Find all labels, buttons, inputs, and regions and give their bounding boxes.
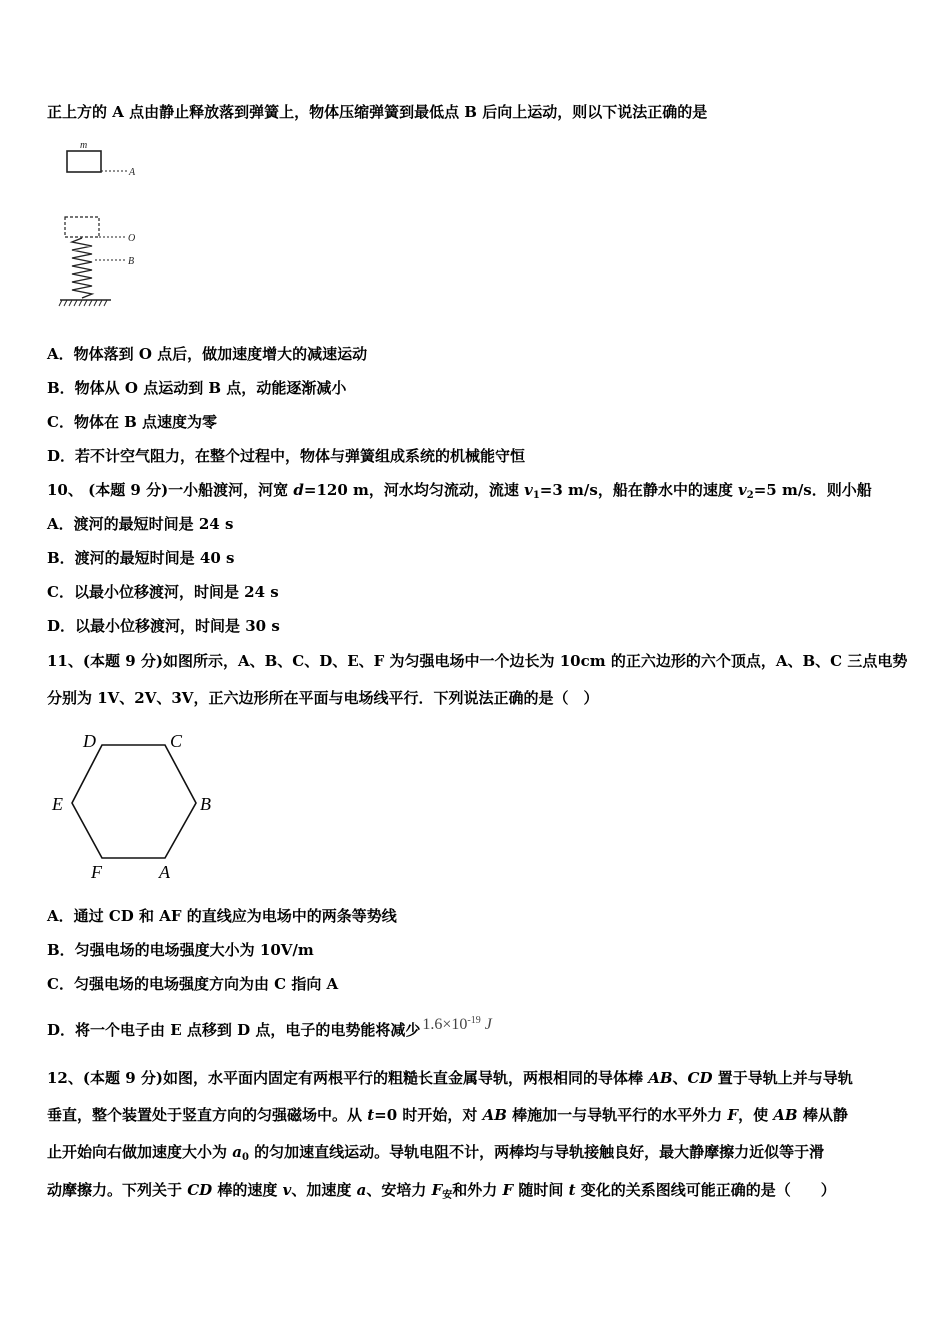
q9-option-a: A．物体落到 O 点后，做加速度增大的减速运动: [47, 345, 368, 363]
energy-unit: J: [484, 1016, 492, 1033]
vertex-a-label: A: [159, 862, 170, 882]
q10-stem-part: =3 m/s，船在静水中的速度: [539, 481, 739, 499]
q11-option-c: C．匀强电场的电场强度方向为由 C 指向 A: [47, 975, 339, 993]
q12-var-cd: CD: [187, 1181, 213, 1199]
q12-stem-line2: [47, 1105, 910, 1125]
hexagon-outline: [72, 745, 196, 858]
q11-option-d-text: D．将一个电子由 E 点移到 D 点，电子的电势能将减少: [47, 1021, 421, 1039]
q10-option-c: C．以最小位移渡河，时间是 24 s: [47, 583, 279, 601]
q9-stem: 正上方的 A 点由静止释放落到弹簧上，物体压缩弹簧到最低点 B 后向上运动，则以下说法正确的是: [47, 103, 708, 121]
q10-option-a: A．渡河的最短时间是 24 s: [47, 515, 234, 533]
hexagon-figure: [45, 725, 225, 885]
q12-text: =0 时开始，对: [374, 1106, 483, 1124]
q10-stem-part: =120 m，河水均匀流动，流速: [303, 481, 525, 499]
vertex-b-label: B: [200, 794, 211, 814]
q12-var-ab: AB: [773, 1106, 798, 1124]
q10-stem-part: 10、 (本题 9 分)一小船渡河，河宽: [47, 481, 294, 499]
q10-option-d: D．以最小位移渡河，时间是 30 s: [47, 617, 280, 635]
q12-text: 置于导轨上并与导轨: [712, 1069, 853, 1087]
q12-var-f: F: [727, 1106, 739, 1124]
q12-text: 止开始向右做加速度大小为: [47, 1143, 233, 1161]
q12-var-f: F: [431, 1181, 443, 1199]
vertex-f-label: F: [91, 862, 102, 882]
spring-diagram: [55, 140, 155, 312]
q12-text: 棒的速度: [212, 1181, 283, 1199]
q12-text: 的匀加速直线运动。导轨电阻不计，两棒均与导轨接触良好，最大静摩擦力近似等于滑: [248, 1143, 825, 1161]
q12-var-a0: a: [232, 1143, 242, 1161]
hexagon-diagram: [45, 725, 225, 885]
q12-var-ab: AB: [482, 1106, 507, 1124]
ground-hatch: [59, 300, 107, 306]
q12-var-v: v: [282, 1181, 292, 1199]
q11-option-a: A．通过 CD 和 AF 的直线应为电场中的两条等势线: [47, 907, 397, 925]
q12-text: 棒施加一与导轨平行的水平外力: [506, 1106, 728, 1124]
q12-text: 垂直，整个装置处于竖直方向的匀强磁场中。从: [47, 1106, 368, 1124]
q11-option-d: [47, 1015, 910, 1041]
q9-option-c: C．物体在 B 点速度为零: [47, 413, 218, 431]
q10-option-b: B．渡河的最短时间是 40 s: [47, 549, 235, 567]
q12-text: 动摩擦力。下列关于: [47, 1181, 188, 1199]
energy-expression: [422, 1016, 491, 1033]
b-label: B: [128, 256, 135, 267]
q12-var-f: F: [502, 1181, 514, 1199]
q12-var-cd: CD: [687, 1069, 713, 1087]
q11-stem-line1: 11、(本题 9 分)如图所示，A、B、C、D、E、F 为匀强电场中一个边长为 10cm 的正六边形的六个顶点，A、B、C 三点电势: [47, 652, 908, 670]
o-label: O: [128, 233, 136, 244]
q12-var-a: a: [356, 1181, 367, 1199]
q12-var-t: t: [568, 1181, 576, 1199]
q11-stem-line2: 分别为 1V、2V、3V，正六边形所在平面与电场线平行．下列说法正确的是（ ）: [47, 689, 599, 707]
vertex-d-label: D: [83, 731, 96, 751]
q12-sub-0: 0: [241, 1152, 249, 1163]
q12-text: ，使: [738, 1106, 774, 1124]
q10-stem: [47, 480, 910, 500]
q12-text: 和外力: [452, 1181, 503, 1199]
q12-stem-line3: [47, 1142, 910, 1162]
q12-var-t: t: [367, 1106, 375, 1124]
q12-text: 12、(本题 9 分)如图，水平面内固定有两根平行的粗糙长直金属导轨，两根相同的导体棒: [47, 1069, 649, 1087]
q10-var-v1: v: [524, 481, 533, 499]
spring-coil: [72, 238, 92, 298]
energy-base: 1.6×10: [422, 1016, 468, 1033]
q12-text: 随时间: [513, 1181, 569, 1199]
q10-stem-part: =5 m/s．则小船: [753, 481, 872, 499]
q12-stem-line1: [47, 1068, 910, 1088]
spring-figure: [55, 140, 155, 312]
q10-var-v2: v: [738, 481, 747, 499]
a-label: A: [129, 167, 136, 178]
q12-text: 、: [672, 1069, 688, 1087]
q12-text: 、安培力: [366, 1181, 432, 1199]
energy-exponent: -19: [467, 1015, 481, 1026]
mass-block-dashed: [65, 217, 99, 237]
q10-sub-1: 1: [532, 490, 540, 501]
q12-stem-line4: [47, 1180, 910, 1200]
q12-text: 棒从静: [797, 1106, 848, 1124]
q10-var-d: d: [293, 481, 304, 499]
mass-block: [67, 151, 101, 172]
q10-sub-2: 2: [746, 490, 754, 501]
vertex-c-label: C: [170, 731, 183, 751]
q12-text: 变化的关系图线可能正确的是（ ）: [575, 1181, 836, 1199]
mass-label: m: [80, 140, 88, 151]
q11-option-b: B．匀强电场的电场强度大小为 10V/m: [47, 941, 314, 959]
q12-var-ab: AB: [648, 1069, 673, 1087]
q9-option-b: B．物体从 O 点运动到 B 点，动能逐渐减小: [47, 379, 347, 397]
vertex-e-label: E: [52, 794, 63, 814]
q12-sub-an: 安: [442, 1190, 453, 1201]
q9-option-d: D．若不计空气阻力，在整个过程中，物体与弹簧组成系统的机械能守恒: [47, 447, 526, 465]
q12-text: 、加速度: [291, 1181, 357, 1199]
